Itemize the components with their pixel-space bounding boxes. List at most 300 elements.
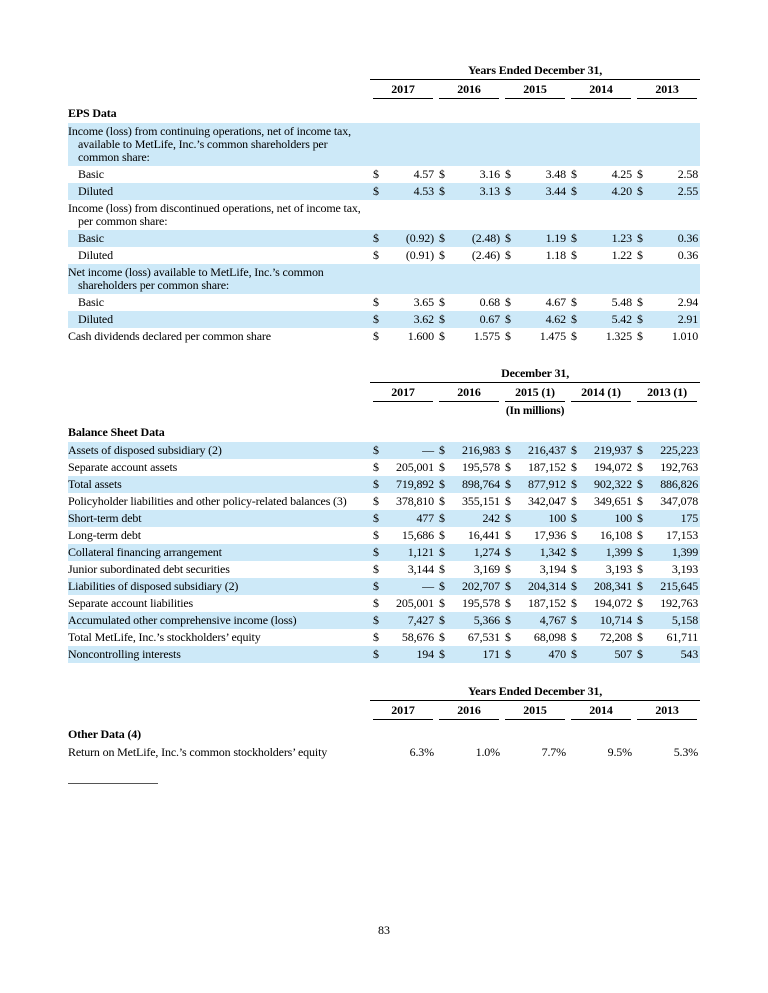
cell-value: 195,578 (462, 460, 500, 474)
cell-value: (2.46) (471, 248, 500, 262)
column-header-year: 2014 (571, 82, 631, 99)
cell-value: 10,714 (581, 612, 634, 629)
dollar-sign: $ (505, 295, 511, 309)
dollar-sign: $ (568, 544, 581, 561)
dollar-sign: $ (370, 442, 383, 459)
cell-value: 0.67 (449, 311, 502, 328)
dollar-sign: $ (571, 295, 577, 309)
cell-value: 1.0% (475, 745, 500, 759)
cell-value: 187,152 (528, 596, 566, 610)
dollar-sign (370, 744, 383, 761)
cell-value: 477 (383, 510, 436, 527)
table-row (68, 476, 700, 493)
cell-value: 3.62 (383, 311, 436, 328)
dollar-sign: $ (439, 494, 445, 508)
dollar-sign: $ (568, 510, 581, 527)
cell-value: 175 (647, 510, 700, 527)
cell-value: 470 (515, 646, 568, 663)
cell-value: 194,072 (594, 460, 632, 474)
cell-value: — (383, 442, 436, 459)
period-header-row (68, 685, 700, 701)
cell-value: 898,764 (449, 476, 502, 493)
table-row (68, 183, 700, 200)
dollar-sign: $ (439, 329, 445, 343)
dollar-sign: $ (373, 494, 379, 508)
dollar-sign: $ (370, 476, 383, 493)
cell-value: 2.94 (677, 295, 699, 309)
dollar-sign (502, 744, 515, 761)
table-row (68, 459, 700, 476)
row-label: Total assets (68, 476, 370, 493)
dollar-sign: $ (373, 596, 379, 610)
dollar-sign: $ (571, 329, 577, 343)
cell-value: 1.475 (539, 329, 566, 343)
cell-value: 3.48 (545, 167, 566, 181)
dollar-sign: $ (637, 528, 643, 542)
years-header-row (68, 383, 700, 403)
cell-value: 3,193 (605, 562, 632, 576)
table-row (68, 230, 700, 247)
cell-value: 17,936 (533, 528, 566, 542)
cell-value: 171 (449, 646, 502, 663)
row-label: Noncontrolling interests (68, 646, 370, 663)
cell-value: 1.010 (671, 329, 699, 343)
cell-value: 187,152 (528, 460, 566, 474)
dollar-sign: $ (439, 167, 445, 181)
cell-value: 5,366 (449, 612, 502, 629)
table-row (68, 510, 700, 527)
dollar-sign: $ (502, 646, 515, 663)
dollar-sign: $ (439, 562, 445, 576)
cell-value: 225,223 (647, 442, 700, 459)
section-heading-row (68, 720, 700, 744)
cell-value: 194 (383, 646, 436, 663)
dollar-sign: $ (502, 578, 515, 595)
dollar-sign: $ (634, 230, 647, 247)
table-row (68, 646, 700, 663)
table-row (68, 166, 700, 183)
column-header-year: 2013 (637, 703, 697, 720)
period-label: December 31, (370, 367, 700, 383)
cell-value: 3.44 (515, 183, 568, 200)
table-row (68, 595, 700, 612)
dollar-sign: $ (568, 578, 581, 595)
table-row (68, 527, 700, 544)
dollar-sign: $ (439, 295, 445, 309)
dollar-sign: $ (373, 528, 379, 542)
cell-value: 61,711 (666, 630, 699, 644)
dollar-sign: $ (502, 510, 515, 527)
dollar-sign: $ (568, 476, 581, 493)
period-label: Years Ended December 31, (370, 64, 700, 80)
cell-value: 1,342 (515, 544, 568, 561)
dollar-sign: $ (370, 510, 383, 527)
dollar-sign: $ (436, 646, 449, 663)
cell-value: 0.36 (647, 230, 700, 247)
dollar-sign: $ (571, 460, 577, 474)
cell-value: 4.57 (413, 167, 434, 181)
eps-data-table (68, 64, 700, 345)
dollar-sign: $ (370, 578, 383, 595)
row-label: Diluted (68, 311, 370, 328)
cell-value: 2.58 (677, 167, 699, 181)
cell-value: 3.13 (449, 183, 502, 200)
cell-value: 219,937 (581, 442, 634, 459)
dollar-sign: $ (436, 476, 449, 493)
dollar-sign: $ (505, 528, 511, 542)
dollar-sign: $ (568, 646, 581, 663)
table-row (68, 744, 700, 761)
cell-value: 205,001 (396, 596, 434, 610)
dollar-sign: $ (571, 562, 577, 576)
row-label: Basic (78, 295, 104, 309)
cell-value: 355,151 (462, 494, 500, 508)
dollar-sign: $ (502, 544, 515, 561)
dollar-sign: $ (436, 510, 449, 527)
dollar-sign: $ (571, 528, 577, 542)
cell-value: 16,108 (599, 528, 632, 542)
dollar-sign: $ (637, 596, 643, 610)
dollar-sign: $ (436, 183, 449, 200)
table-row (68, 247, 700, 264)
dollar-sign: $ (637, 248, 643, 262)
row-label: Income (loss) from discontinued operations, net of income tax, per common share: (68, 201, 361, 228)
dollar-sign: $ (436, 578, 449, 595)
dollar-sign: $ (505, 630, 511, 644)
cell-value: 7.7% (541, 745, 566, 759)
dollar-sign: $ (505, 494, 511, 508)
cell-value: 378,810 (396, 494, 434, 508)
dollar-sign: $ (439, 596, 445, 610)
cell-value: 3.16 (479, 167, 500, 181)
row-label: Collateral financing arrangement (68, 544, 370, 561)
row-label: Basic (78, 167, 104, 181)
column-header-year: 2015 (505, 82, 565, 99)
dollar-sign: $ (436, 544, 449, 561)
cell-value: 902,322 (581, 476, 634, 493)
row-label: Liabilities of disposed subsidiary (2) (68, 578, 370, 595)
row-label: Long-term debt (68, 528, 141, 542)
dollar-sign: $ (436, 311, 449, 328)
cell-value: 100 (581, 510, 634, 527)
dollar-sign: $ (571, 167, 577, 181)
cell-value: 67,531 (467, 630, 500, 644)
row-label: Diluted (68, 183, 370, 200)
cell-value: 242 (449, 510, 502, 527)
dollar-sign (634, 744, 647, 761)
column-header-year: 2017 (373, 82, 433, 99)
table-row (68, 493, 700, 510)
dollar-sign: $ (634, 612, 647, 629)
cell-value: 3.65 (413, 295, 434, 309)
cell-value: 1.18 (545, 248, 566, 262)
table-row (68, 123, 700, 166)
dollar-sign: $ (502, 612, 515, 629)
cell-value: 192,763 (660, 596, 699, 610)
cell-value: 1,399 (647, 544, 700, 561)
dollar-sign: $ (373, 295, 379, 309)
cell-value: — (383, 578, 436, 595)
cell-value: 0.36 (677, 248, 699, 262)
dollar-sign: $ (637, 329, 643, 343)
dollar-sign: $ (637, 295, 643, 309)
cell-value: (2.48) (449, 230, 502, 247)
row-label: Separate account liabilities (68, 596, 194, 610)
dollar-sign: $ (571, 596, 577, 610)
table-row (68, 544, 700, 561)
cell-value: 1.22 (611, 248, 632, 262)
dollar-sign: $ (637, 494, 643, 508)
row-label: Policyholder liabilities and other policy-related balances (3) (68, 494, 347, 508)
cell-value: 17,153 (666, 528, 699, 542)
dollar-sign: $ (370, 646, 383, 663)
cell-value: 195,578 (462, 596, 500, 610)
dollar-sign: $ (439, 248, 445, 262)
table-row (68, 578, 700, 595)
section-heading-row (68, 418, 700, 442)
cell-value: 886,826 (647, 476, 700, 493)
column-header-year: 2016 (439, 703, 499, 720)
table-row (68, 264, 700, 294)
cell-value: 3,194 (539, 562, 566, 576)
row-label: Income (loss) from continuing operations, net of income tax, available to MetLife, Inc.’s common shareholders per common share: (68, 123, 370, 166)
column-header-year: 2014 (571, 703, 631, 720)
dollar-sign: $ (571, 248, 577, 262)
table-row (68, 612, 700, 629)
cell-value: 216,983 (449, 442, 502, 459)
cell-value: 204,314 (515, 578, 568, 595)
dollar-sign: $ (634, 183, 647, 200)
table-row (68, 629, 700, 646)
cell-value: 3,193 (671, 562, 699, 576)
cell-value: 4,767 (515, 612, 568, 629)
footnote-divider (68, 783, 158, 784)
dollar-sign: $ (505, 460, 511, 474)
row-label: Short-term debt (68, 510, 370, 527)
dollar-sign: $ (637, 460, 643, 474)
dollar-sign: $ (436, 230, 449, 247)
dollar-sign: $ (439, 460, 445, 474)
period-header-row (68, 367, 700, 383)
cell-value: 1,274 (449, 544, 502, 561)
period-header-row (68, 64, 700, 80)
dollar-sign: $ (568, 311, 581, 328)
table-row (68, 200, 700, 230)
selected-financial-data-content (68, 64, 700, 784)
page-number: 83 (378, 923, 390, 937)
table-row (68, 328, 700, 345)
dollar-sign: $ (505, 248, 511, 262)
row-label: Cash dividends declared per common share (68, 329, 271, 343)
dollar-sign: $ (634, 476, 647, 493)
dollar-sign: $ (571, 494, 577, 508)
dollar-sign: $ (505, 596, 511, 610)
cell-value: 216,437 (515, 442, 568, 459)
dollar-sign: $ (568, 442, 581, 459)
dollar-sign: $ (502, 442, 515, 459)
dollar-sign: $ (568, 183, 581, 200)
cell-value: 4.62 (515, 311, 568, 328)
dollar-sign: $ (373, 460, 379, 474)
column-header-year: 2017 (373, 703, 433, 720)
cell-value: 507 (581, 646, 634, 663)
cell-value: 1,399 (581, 544, 634, 561)
units-label: (In millions) (505, 405, 565, 417)
dollar-sign: $ (373, 248, 379, 262)
cell-value: 6.3% (409, 745, 434, 759)
section-heading-row (68, 99, 700, 123)
dollar-sign: $ (370, 183, 383, 200)
dollar-sign: $ (436, 442, 449, 459)
row-label: Accumulated other comprehensive income (loss) (68, 612, 370, 629)
cell-value: 205,001 (396, 460, 434, 474)
cell-value: 7,427 (383, 612, 436, 629)
cell-value: 5,158 (647, 612, 700, 629)
dollar-sign: $ (505, 329, 511, 343)
dollar-sign: $ (634, 578, 647, 595)
column-header-year: 2016 (439, 82, 499, 99)
cell-value: 58,676 (401, 630, 434, 644)
dollar-sign: $ (436, 612, 449, 629)
row-label: Junior subordinated debt securities (68, 562, 230, 576)
cell-value: 1.23 (581, 230, 634, 247)
units-row (68, 402, 700, 418)
row-label: Net income (loss) available to MetLife, Inc.’s common shareholders per common share: (68, 264, 370, 294)
table-row (68, 294, 700, 311)
cell-value: 3,169 (473, 562, 500, 576)
dollar-sign: $ (634, 311, 647, 328)
cell-value: 347,078 (660, 494, 699, 508)
cell-value: 215,645 (647, 578, 700, 595)
dollar-sign (568, 744, 581, 761)
dollar-sign: $ (637, 167, 643, 181)
cell-value: 1,121 (383, 544, 436, 561)
row-label: Return on MetLife, Inc.’s common stockholders’ equity (68, 745, 328, 759)
dollar-sign: $ (370, 311, 383, 328)
cell-value: (0.91) (405, 248, 434, 262)
dollar-sign: $ (568, 230, 581, 247)
dollar-sign: $ (439, 528, 445, 542)
row-label: Total MetLife, Inc.’s stockholders’ equity (68, 630, 261, 644)
period-label: Years Ended December 31, (370, 685, 700, 701)
cell-value: 1.575 (473, 329, 500, 343)
row-label: Diluted (78, 248, 113, 262)
cell-value: 349,651 (594, 494, 632, 508)
cell-value: 4.20 (581, 183, 634, 200)
table-row (68, 561, 700, 578)
balance-sheet-data-table (68, 367, 700, 663)
column-header-year: 2013 (1) (637, 385, 697, 402)
years-header-row (68, 701, 700, 721)
cell-value: 208,341 (581, 578, 634, 595)
section-heading: Other Data (4) (68, 727, 141, 741)
cell-value: 202,707 (449, 578, 502, 595)
dollar-sign: $ (637, 562, 643, 576)
dollar-sign: $ (370, 230, 383, 247)
table-row (68, 442, 700, 459)
column-header-year: 2016 (439, 385, 499, 402)
dollar-sign: $ (502, 311, 515, 328)
cell-value: 9.5% (607, 745, 632, 759)
cell-value: 68,098 (533, 630, 566, 644)
dollar-sign: $ (373, 562, 379, 576)
cell-value: 192,763 (660, 460, 699, 474)
cell-value: 2.91 (647, 311, 700, 328)
section-heading: EPS Data (68, 106, 117, 120)
section-heading: Balance Sheet Data (68, 425, 165, 439)
row-label: Separate account assets (68, 460, 178, 474)
column-header-year: 2015 (1) (505, 385, 565, 402)
cell-value: 342,047 (528, 494, 566, 508)
dollar-sign: $ (502, 476, 515, 493)
cell-value: 5.3% (673, 745, 699, 759)
other-data-table (68, 685, 700, 761)
cell-value: 1.325 (605, 329, 632, 343)
dollar-sign: $ (502, 183, 515, 200)
table-row (68, 311, 700, 328)
balance-sheet-data-table (68, 367, 700, 663)
dollar-sign: $ (373, 630, 379, 644)
cell-value: 2.55 (647, 183, 700, 200)
cell-value: 1.19 (515, 230, 568, 247)
column-header-year: 2017 (373, 385, 433, 402)
eps-data-table (68, 64, 700, 345)
dollar-sign: $ (505, 167, 511, 181)
dollar-sign (436, 744, 449, 761)
cell-value: 3,144 (407, 562, 434, 576)
years-header-row (68, 80, 700, 100)
cell-value: 100 (515, 510, 568, 527)
dollar-sign: $ (370, 612, 383, 629)
dollar-sign: $ (373, 329, 379, 343)
cell-value: 4.25 (611, 167, 632, 181)
column-header-year: 2015 (505, 703, 565, 720)
dollar-sign: $ (568, 612, 581, 629)
cell-value: 194,072 (594, 596, 632, 610)
row-label: Assets of disposed subsidiary (2) (68, 442, 370, 459)
dollar-sign: $ (502, 230, 515, 247)
cell-value: 1.600 (407, 329, 434, 343)
cell-value: 72,208 (599, 630, 632, 644)
cell-value: 543 (647, 646, 700, 663)
other-data-table (68, 685, 700, 761)
dollar-sign: $ (373, 167, 379, 181)
row-label: Basic (68, 230, 370, 247)
dollar-sign: $ (634, 510, 647, 527)
dollar-sign: $ (634, 442, 647, 459)
cell-value: 719,892 (383, 476, 436, 493)
column-header-year: 2014 (1) (571, 385, 631, 402)
cell-value: (0.92) (383, 230, 436, 247)
cell-value: 5.48 (611, 295, 632, 309)
cell-value: 4.53 (383, 183, 436, 200)
dollar-sign: $ (634, 544, 647, 561)
dollar-sign: $ (370, 544, 383, 561)
dollar-sign: $ (505, 562, 511, 576)
cell-value: 877,912 (515, 476, 568, 493)
dollar-sign: $ (637, 630, 643, 644)
cell-value: 4.67 (545, 295, 566, 309)
cell-value: 5.42 (581, 311, 634, 328)
page-footer (0, 923, 768, 938)
dollar-sign: $ (439, 630, 445, 644)
cell-value: 0.68 (479, 295, 500, 309)
column-header-year: 2013 (637, 82, 697, 99)
cell-value: 16,441 (467, 528, 500, 542)
dollar-sign: $ (571, 630, 577, 644)
dollar-sign: $ (634, 646, 647, 663)
cell-value: 15,686 (401, 528, 434, 542)
